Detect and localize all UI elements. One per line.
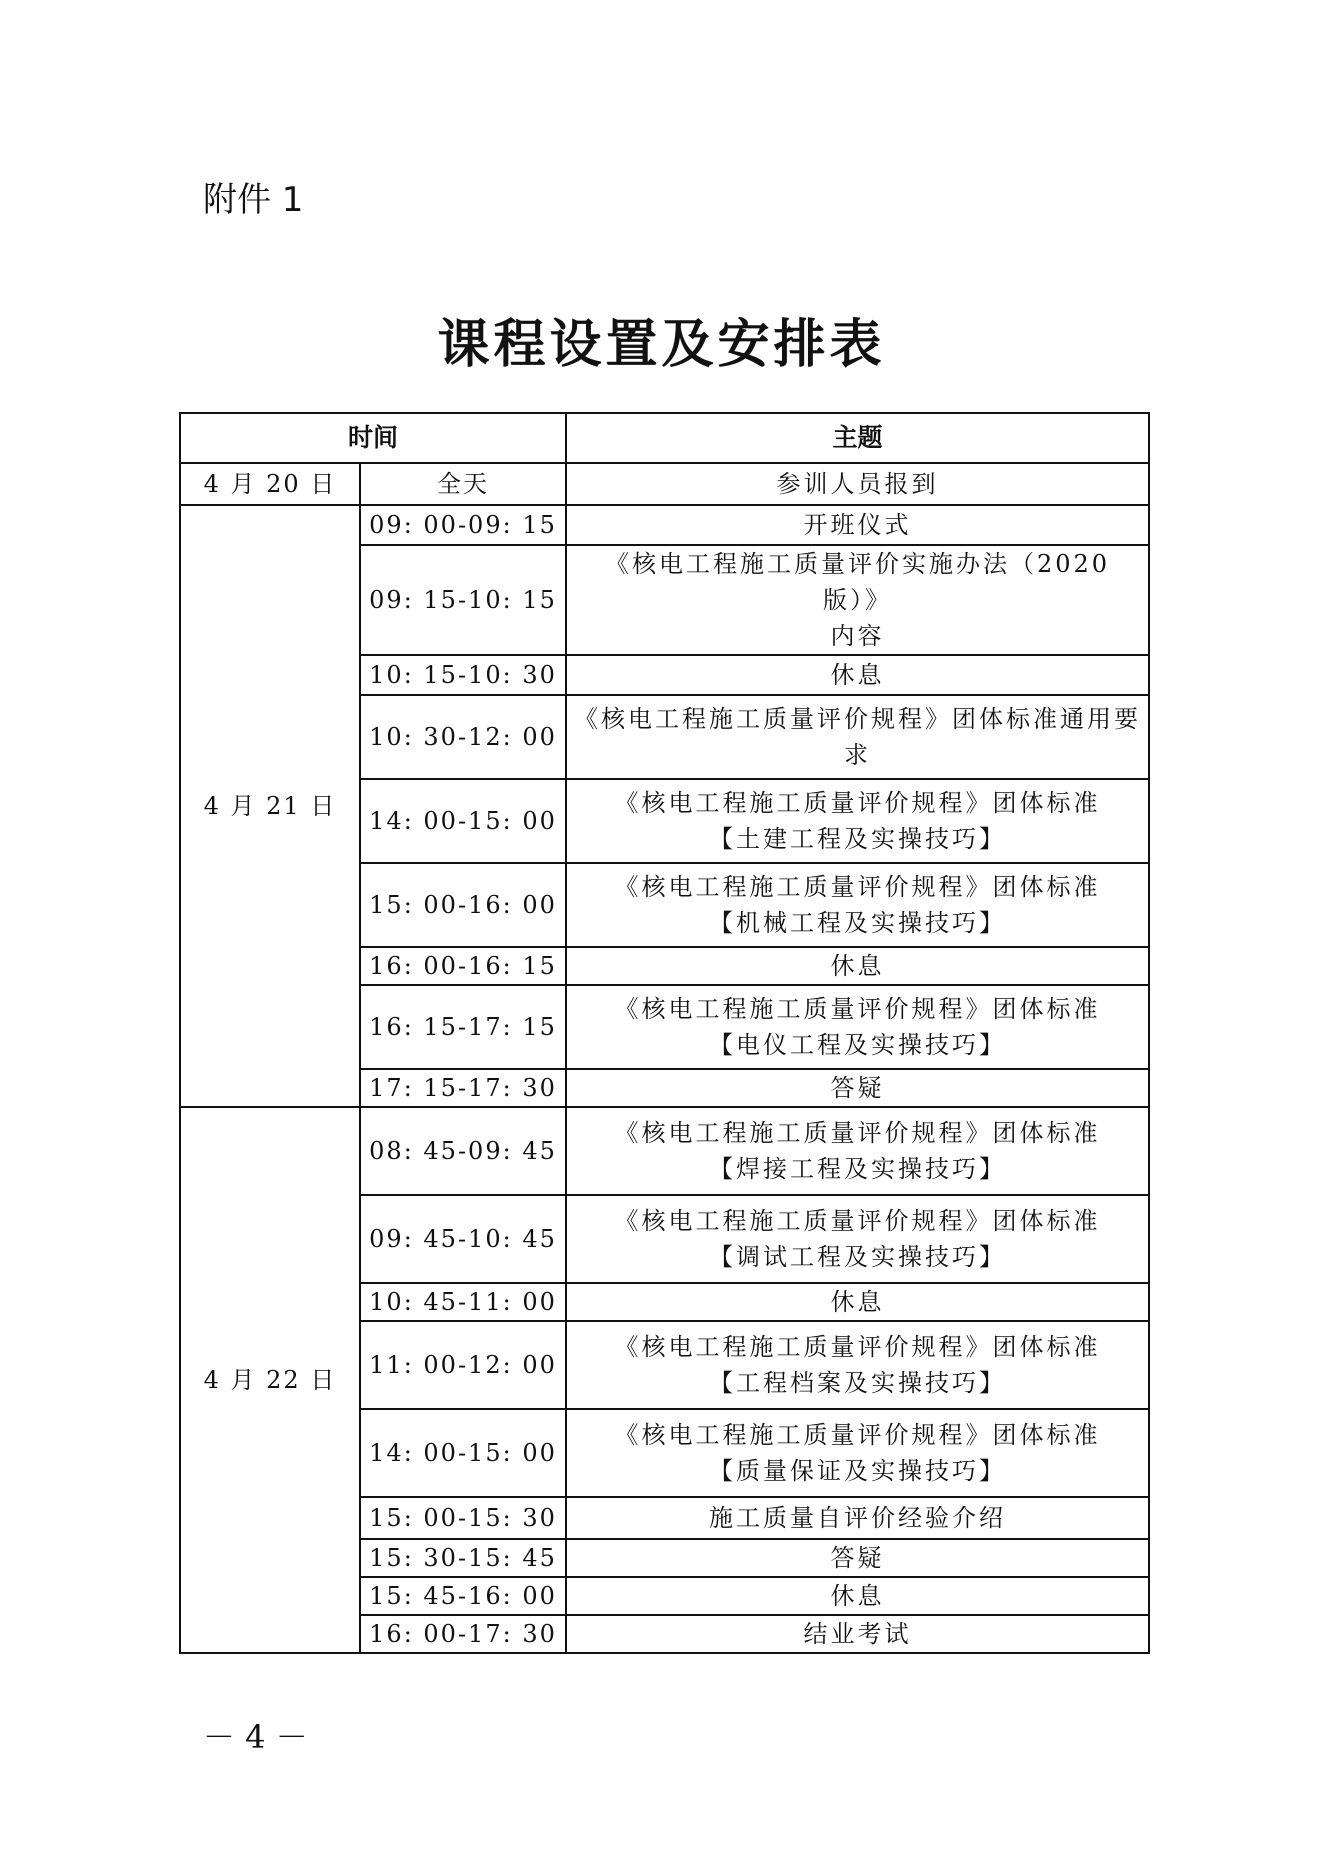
- time-cell: 15: 00-16: 00: [360, 863, 566, 947]
- topic-line: 【土建工程及实操技巧】: [709, 825, 1006, 853]
- topic-cell: [566, 545, 1149, 655]
- time-cell: 11: 00-12: 00: [360, 1321, 566, 1409]
- topic-line: 《核电工程施工质量评价规程》团体标准通用要: [574, 705, 1141, 733]
- time-cell: 14: 00-15: 00: [360, 779, 566, 863]
- table-header-row: [180, 413, 1149, 463]
- topic-cell: [566, 505, 1149, 545]
- topic-cell: [566, 947, 1149, 985]
- time-cell: 16: 00-17: 30: [360, 1615, 566, 1653]
- time-cell: 16: 00-16: 15: [360, 947, 566, 985]
- topic-cell: [566, 985, 1149, 1069]
- table-row: [180, 463, 1149, 505]
- topic-line: 休息: [830, 952, 885, 980]
- topic-cell: [566, 1409, 1149, 1497]
- topic-cell: [566, 1577, 1149, 1615]
- topic-line: 休息: [830, 1582, 885, 1610]
- time-cell: 09: 15-10: 15: [360, 545, 566, 655]
- topic-cell: [566, 1069, 1149, 1107]
- time-cell: 15: 45-16: 00: [360, 1577, 566, 1615]
- date-cell: 4 月 22 日: [180, 1107, 360, 1653]
- topic-line: 休息: [830, 1288, 885, 1316]
- topic-line: 答疑: [830, 1074, 885, 1102]
- topic-line: 内容: [830, 622, 885, 650]
- schedule-table: [179, 412, 1150, 1654]
- topic-line: 答疑: [830, 1544, 885, 1572]
- topic-line: 《核电工程施工质量评价实施办法（2020 版）》: [604, 550, 1111, 614]
- topic-line: 【焊接工程及实操技巧】: [709, 1155, 1006, 1183]
- topic-line: 【工程档案及实操技巧】: [709, 1369, 1006, 1397]
- topic-cell: [566, 1107, 1149, 1195]
- document-title: 课程设置及安排表: [437, 314, 886, 375]
- topic-line: 《核电工程施工质量评价规程》团体标准: [614, 1421, 1101, 1449]
- date-cell: 4 月 21 日: [180, 505, 360, 1107]
- table-row: [180, 505, 1149, 545]
- time-cell: 15: 00-15: 30: [360, 1497, 566, 1539]
- day-group-0422: [180, 1107, 1149, 1653]
- topic-cell: [566, 1539, 1149, 1577]
- topic-line: 《核电工程施工质量评价规程》团体标准: [614, 873, 1101, 901]
- date-cell: 4 月 20 日: [180, 463, 360, 505]
- topic-line: 【机械工程及实操技巧】: [709, 909, 1006, 937]
- time-cell: 10: 30-12: 00: [360, 695, 566, 779]
- topic-line: 《核电工程施工质量评价规程》团体标准: [614, 1207, 1101, 1235]
- time-cell: 17: 15-17: 30: [360, 1069, 566, 1107]
- header-topic: 主题: [566, 413, 1149, 463]
- time-cell: 16: 15-17: 15: [360, 985, 566, 1069]
- topic-cell: [566, 1497, 1149, 1539]
- topic-cell: 参训人员报到: [566, 463, 1149, 505]
- header-time: 时间: [180, 413, 566, 463]
- topic-cell: [566, 1283, 1149, 1321]
- time-cell: 10: 45-11: 00: [360, 1283, 566, 1321]
- topic-line: 【质量保证及实操技巧】: [709, 1457, 1006, 1485]
- topic-line: 《核电工程施工质量评价规程》团体标准: [614, 1333, 1101, 1361]
- topic-cell: [566, 1321, 1149, 1409]
- topic-line: 求: [844, 741, 871, 769]
- topic-cell: [566, 779, 1149, 863]
- topic-line: 《核电工程施工质量评价规程》团体标准: [614, 995, 1101, 1023]
- topic-cell: [566, 655, 1149, 695]
- topic-cell: [566, 1195, 1149, 1283]
- page-number: － 4 －: [203, 1718, 308, 1756]
- time-cell: 全天: [360, 463, 566, 505]
- time-cell: 09: 00-09: 15: [360, 505, 566, 545]
- time-cell: 15: 30-15: 45: [360, 1539, 566, 1577]
- day-group-0421: [180, 505, 1149, 1107]
- topic-line: 【调试工程及实操技巧】: [709, 1243, 1006, 1271]
- table-row: [180, 1107, 1149, 1195]
- time-cell: 10: 15-10: 30: [360, 655, 566, 695]
- time-cell: 09: 45-10: 45: [360, 1195, 566, 1283]
- topic-line: 【电仪工程及实操技巧】: [709, 1031, 1006, 1059]
- time-cell: 08: 45-09: 45: [360, 1107, 566, 1195]
- topic-line: 《核电工程施工质量评价规程》团体标准: [614, 789, 1101, 817]
- topic-line: 《核电工程施工质量评价规程》团体标准: [614, 1119, 1101, 1147]
- topic-line: 结业考试: [803, 1620, 912, 1648]
- attachment-label: 附件 1: [203, 180, 304, 220]
- topic-line: 休息: [830, 661, 885, 689]
- topic-cell: [566, 863, 1149, 947]
- topic-line: 开班仪式: [803, 511, 912, 539]
- time-cell: 14: 00-15: 00: [360, 1409, 566, 1497]
- topic-cell: [566, 1615, 1149, 1653]
- topic-line: 施工质量自评价经验介绍: [709, 1504, 1006, 1532]
- topic-cell: [566, 695, 1149, 779]
